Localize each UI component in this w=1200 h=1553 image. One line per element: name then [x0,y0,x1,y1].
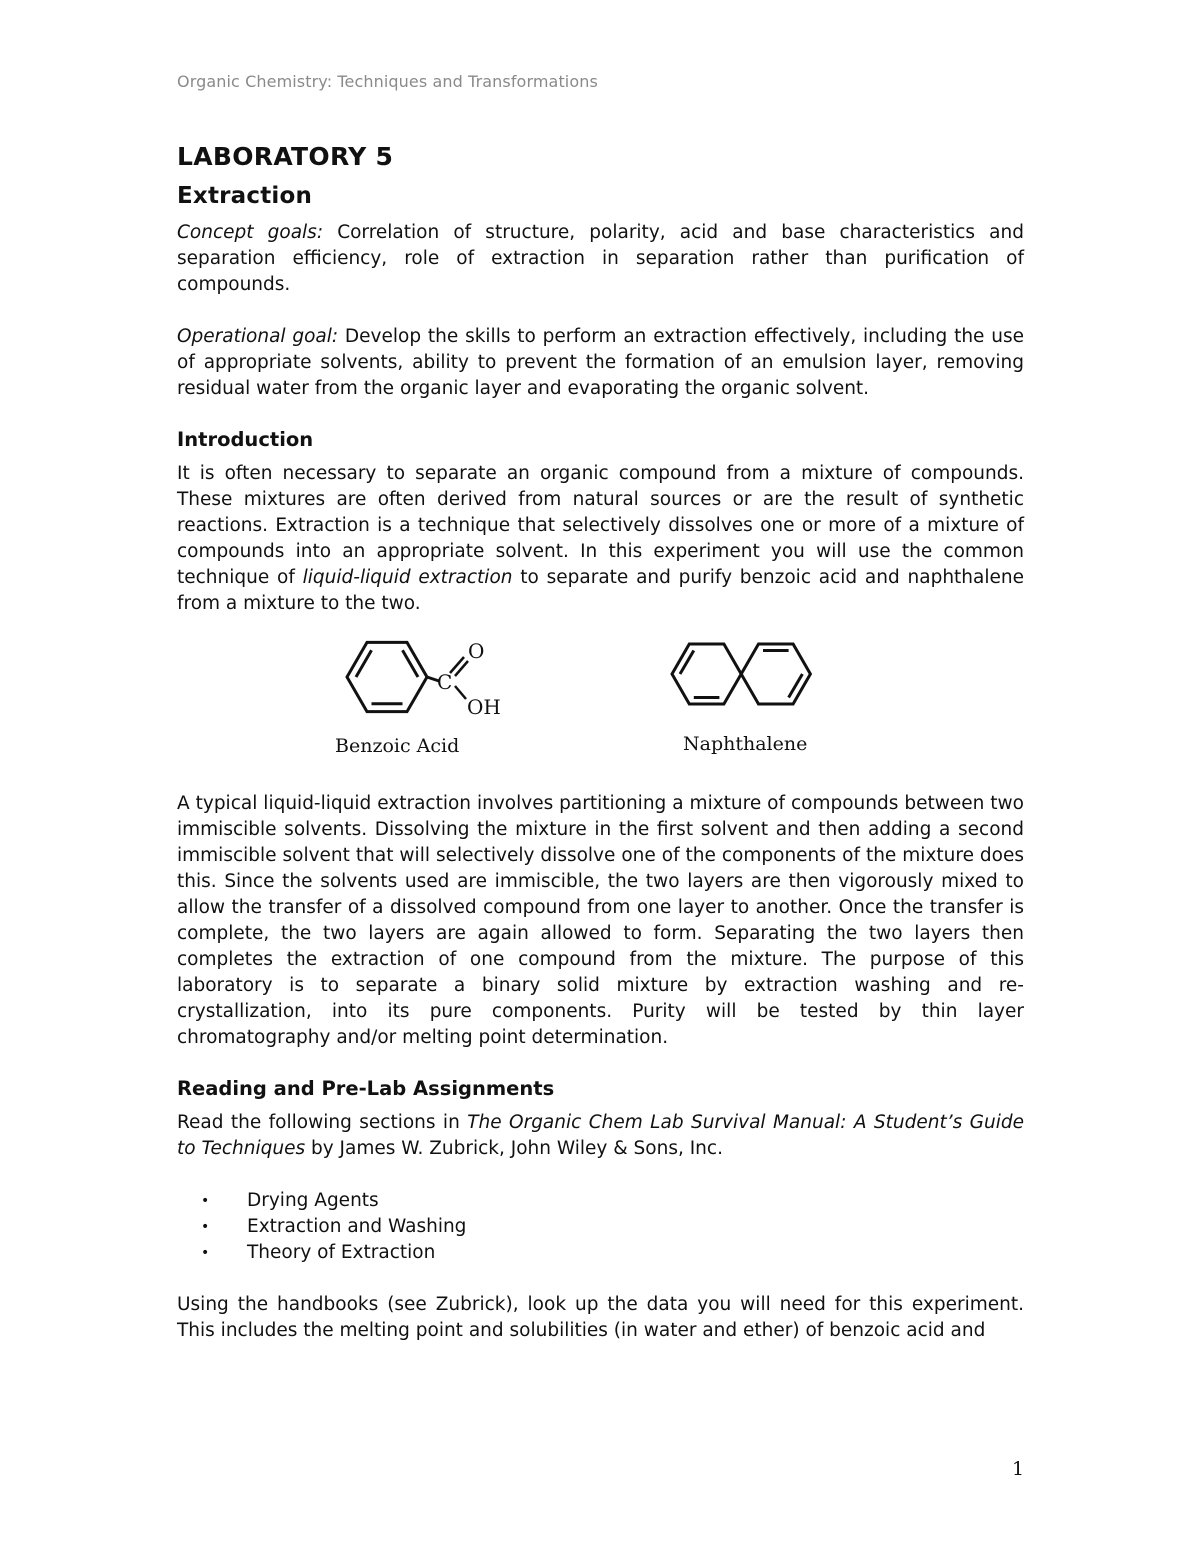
bullet-icon: • [201,1219,210,1235]
list-item-text: Theory of Extraction [247,1242,436,1263]
concept-goals-paragraph [177,220,1024,298]
concept-goals-label: Concept goals: [177,222,324,243]
intro-italic-term: liquid-liquid extraction [302,567,513,588]
lab-title: Extraction [177,183,313,209]
running-header: Organic Chemistry: Techniques and Transformations [177,72,598,91]
list-item-text: Extraction and Washing [247,1216,467,1237]
introduction-paragraph-1 [177,461,1024,617]
introduction-paragraph-2: A typical liquid-liquid extraction involves partitioning a mixture of compounds between two immiscible solvents. Dissolving the mixture in the first solvent and then adding a second immiscible solvent that will selectively dissolve one of the components of the mixture does this. Since the solvents used are immiscible, the two layers are then vigorously mixed to allow the transfer of a dissolved compound from one layer to another. Once the transfer is complete, the two layers are again allowed to form. Separating the two layers then completes the extraction of one compound from the mixture. The purpose of this laboratory is to separate a binary solid mixture by extraction washing and re-crystallization, into its pure components. Purity will be tested by thin layer chromatography and/or melting point determination. [177,793,1024,1048]
concept-goals-text: Correlation of structure, polarity, acid and base characteristics and separation efficiency, role of extraction in separation rather than purification of compounds. [177,222,1024,295]
introduction-heading: Introduction [177,428,314,451]
lab-number-title: LABORATORY 5 [177,142,394,171]
list-item [201,1188,1024,1214]
operational-goal-text: Develop the skills to perform an extraction effectively, including the use of appropriate solvents, ability to prevent the formation of an emulsion layer, removing residual water from the organic layer and evaporating the organic solvent. [177,326,1024,399]
intro-text-after: to separate and purify benzoic acid and naphthalene from a mixture to the two. [177,567,1024,614]
list-item [201,1214,1024,1240]
bullet-icon: • [201,1193,210,1209]
inner-bond-1 [356,650,372,677]
reading-list [177,1188,1024,1266]
page-number: 1 [1012,1458,1025,1480]
naphthalene-left-ring [672,644,741,704]
list-item-text: Drying Agents [247,1190,379,1211]
inner-bond-2 [403,650,419,677]
structures-figure [177,623,1024,783]
atom-oxygen: O [468,639,485,663]
benzene-ring [347,642,427,711]
benzoic-acid-structure [327,637,517,737]
reading-heading: Reading and Pre-Lab Assignments [177,1077,555,1100]
benzoic-acid-label: Benzoic Acid [335,735,460,757]
reading-intro-after: by James W. Zubrick, John Wiley & Sons, Inc. [305,1138,723,1159]
carbon-hydroxyl-bond [455,686,466,699]
atom-carbon: C [437,670,453,694]
naphthalene-structure [667,635,817,735]
bullet-icon: • [201,1245,210,1261]
list-item [201,1240,1024,1266]
handbooks-paragraph: Using the handbooks (see Zubrick), look up the data you will need for this experiment. This includes the melting point and solubilities (in water and ether) of benzoic acid and [177,1294,1024,1341]
reading-intro-before: Read the following sections in [177,1112,468,1133]
operational-goal-label: Operational goal: [177,326,339,347]
operational-goal-paragraph [177,324,1024,402]
atom-hydroxyl: OH [467,695,501,719]
reading-intro-paragraph [177,1110,1024,1162]
naphthalene-right-ring [741,644,810,704]
intro-text-before: It is often necessary to separate an organic compound from a mixture of compounds. These mixtures are often derived from natural sources or are the result of synthetic reactions. Extraction is a technique that selectively dissolves one or more of a mixture of compounds into an appropriate solvent. In this experiment you will use the common technique of [177,463,1024,588]
page-content [177,142,1024,1344]
book-title: The Organic Chem Lab Survival Manual: A Student’s Guide to Techniques [177,1112,1024,1159]
naphthalene-label: Naphthalene [683,733,808,755]
